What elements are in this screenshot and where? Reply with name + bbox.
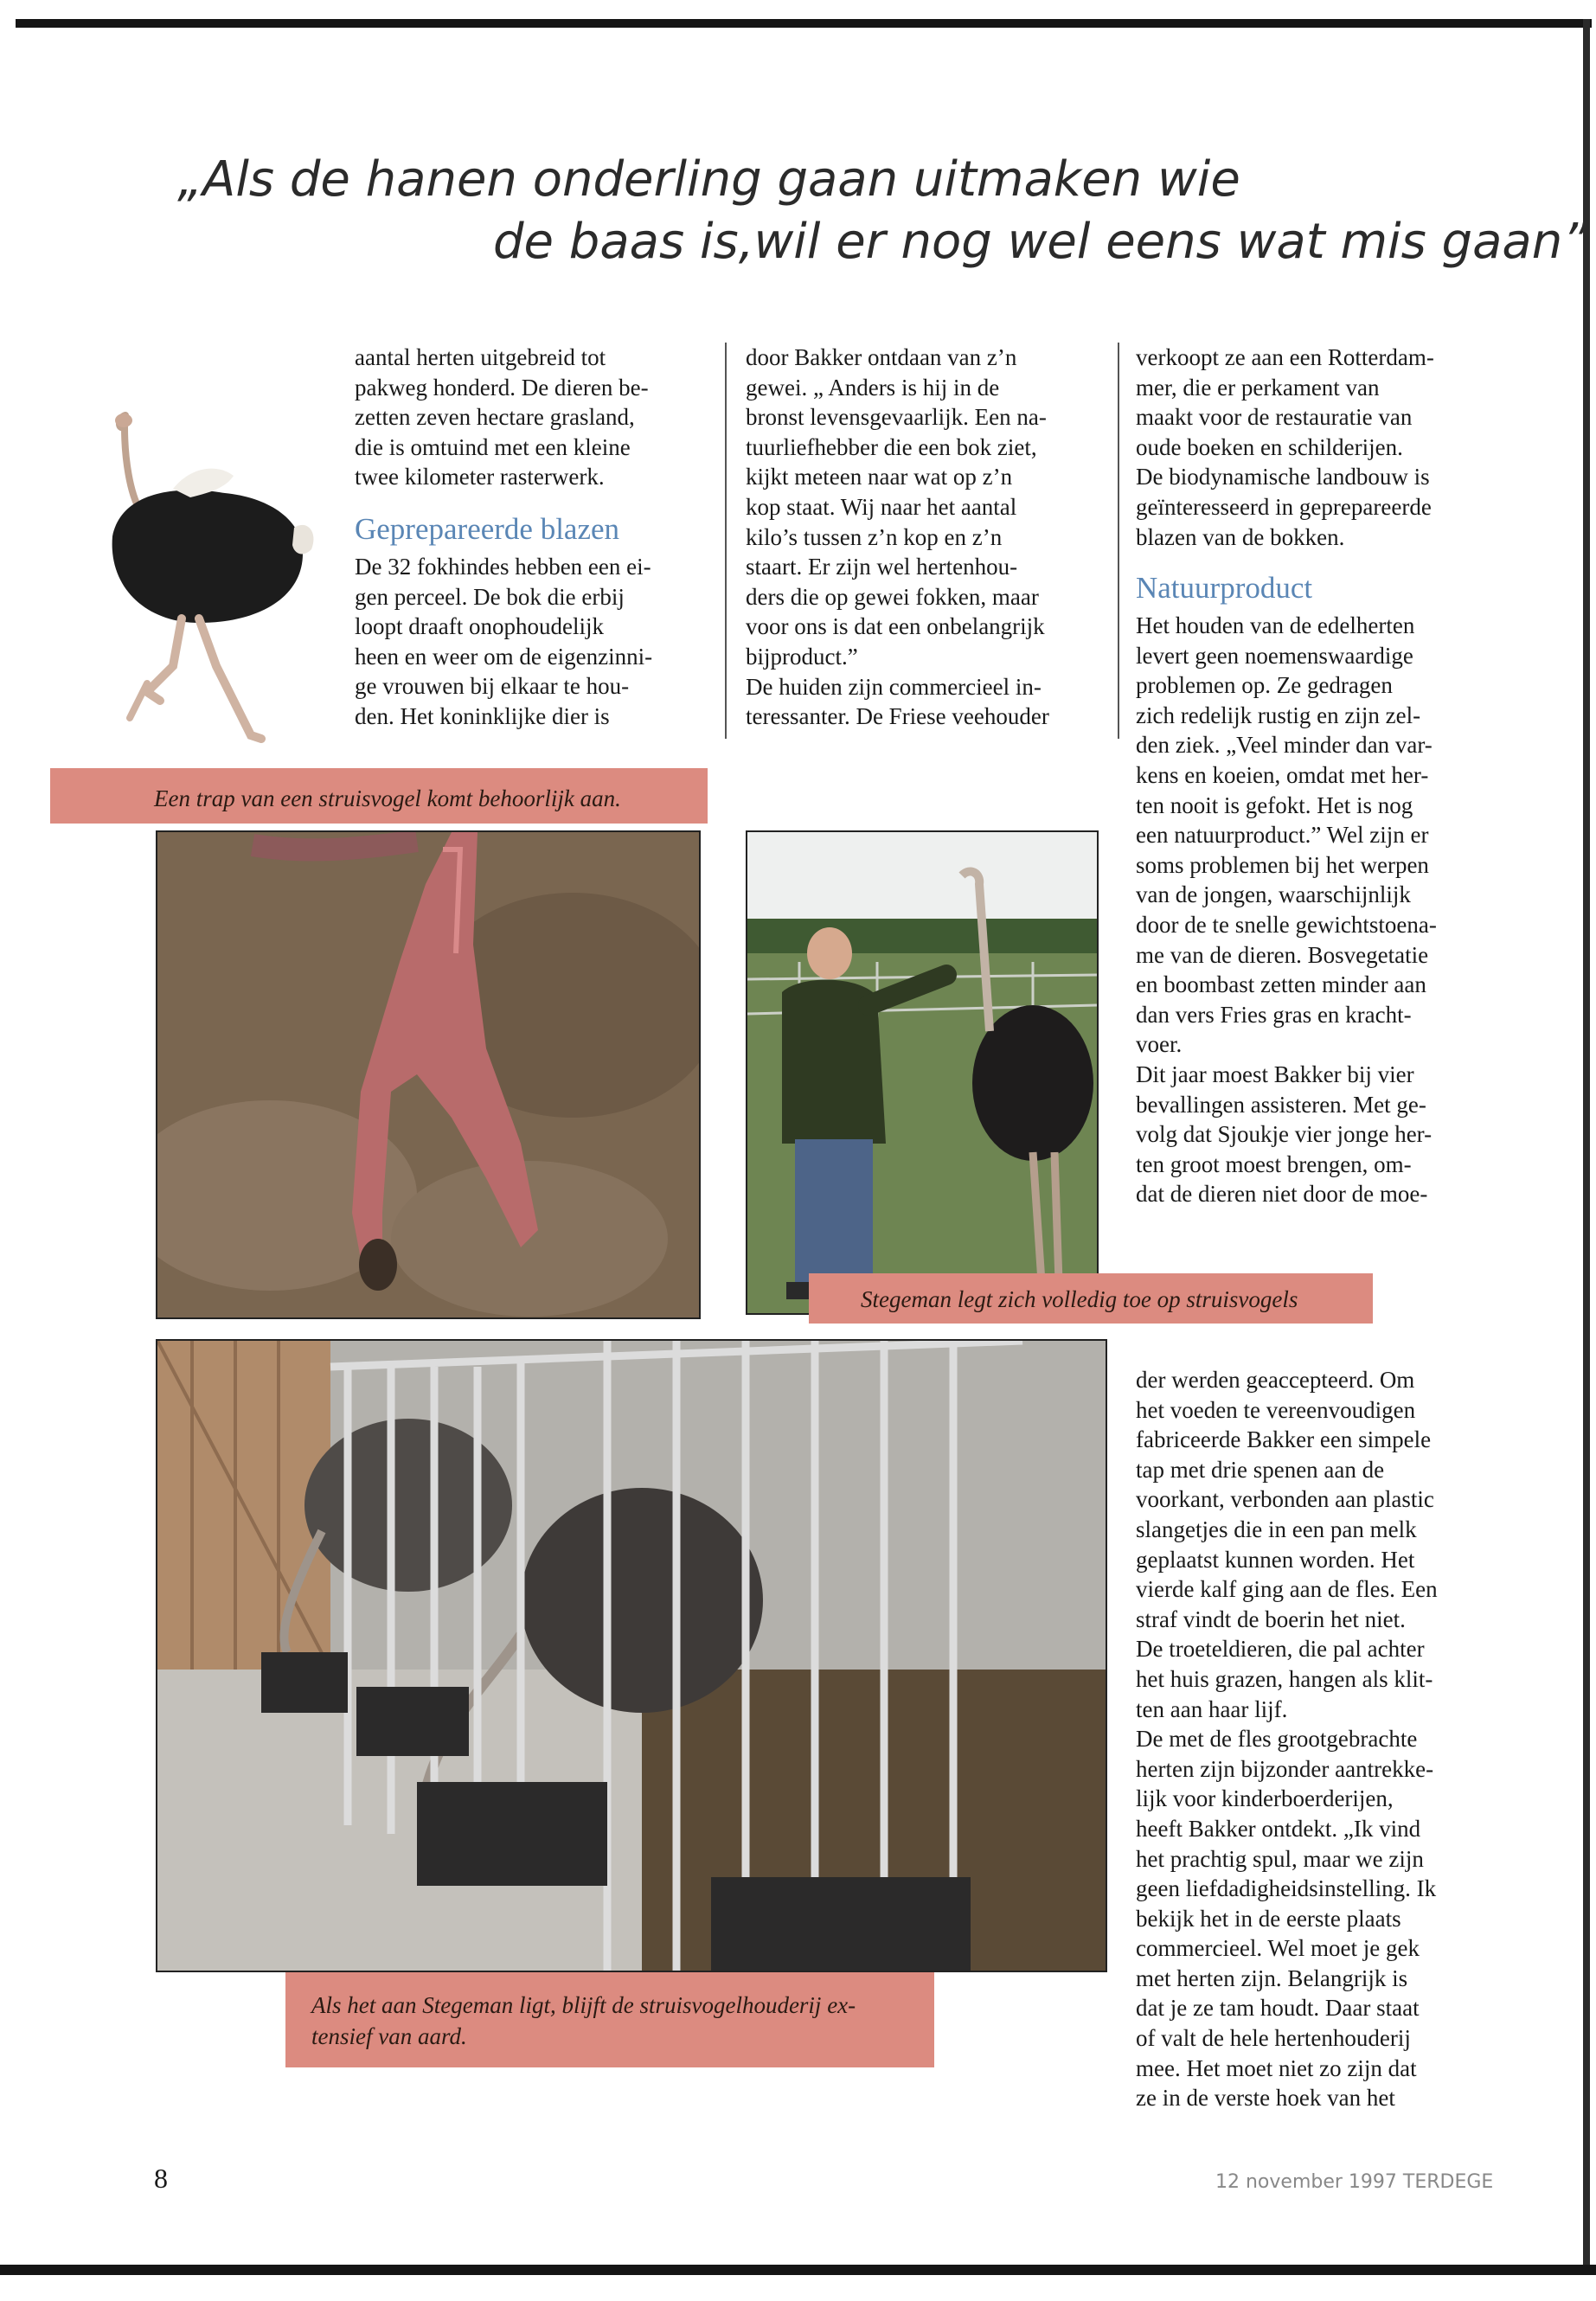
column-divider	[1118, 343, 1119, 739]
barn-image	[157, 1341, 1106, 1971]
caption-stegeman: Stegeman legt zich volledig toe op struisvogels	[809, 1273, 1373, 1324]
issue-footer: 12 november 1997 TERDEGE	[1215, 2171, 1494, 2193]
caption-barn: Als het aan Stegeman ligt, blijft de struisvogelhouderij ex- tensief van aard.	[285, 1972, 934, 2067]
column-3-text-2: Het houden van de edelherten levert geen noemenswaardige problemen op. Ze gedragen zich redelijk rustig en zijn zel- den ziek. „Veel minder dan var- kens en koeien, omdat met her- ten nooit is gefokt. Het is nog een natuurproduct.” Wel zijn er soms problemen bij het werpen van de jongen, waarschijnlijk door de te snelle gewichtstoena- me van de dieren. Bosvegetatie en boombast zetten minder aan dan vers Fries gras en kracht- voer. Dit jaar moest Bakker bij vier bevallingen assisteren. Met ge- volg dat Sjoukje vier jonge her- ten groot moest brengen, om- dat de dieren niet door de moe-	[1136, 612, 1437, 1208]
top-rule	[16, 19, 1592, 28]
headline-line-2: de baas is,wil er nog wel eens wat mis gaan”	[493, 214, 1588, 270]
stegeman-image	[747, 832, 1097, 1313]
headline-line-1: „Als de hanen onderling gaan uitmaken wie	[177, 151, 1240, 208]
ostrich-foot-image	[157, 832, 699, 1317]
bottom-rule	[0, 2265, 1596, 2275]
photo-ostrich-foot	[156, 830, 701, 1319]
column-1-text-2: De 32 fokhindes hebben een ei- gen perceel. De bok die erbij loopt draaft onophoudelijk heen en weer om de eigenzinni- ge vrouwen bij elkaar te hou- den. Het koninklijke dier is	[355, 554, 653, 729]
column-3-text: verkoopt ze aan een Rotterdam- mer, die er perkament van maakt voor de restauratie van oude boeken en schilderijen. De biodynamische landbouw is geïnteresseerd in geprepareerde blazen van de bokken.	[1136, 344, 1434, 550]
column-3-text-3: der werden geaccepteerd. Om het voeden te vereenvoudigen fabriceerde Bakker een simpele tap met drie spenen aan de voorkant, verbonden aan plastic slangetjes die in een pan melk geplaatst kunnen worden. Het vierde kalf ging aan de fles. Een straf vindt de boerin het niet. De troeteldieren, die pal achter het huis grazen, hangen als klit- ten aan haar lijf. De met de fles grootgebrachte herten zijn bijzonder aantrekke- lijk voor kinderboerderijen, heeft Bakker ontdekt. „Ik vind het prachtig spul, maar we zijn geen liefdadigheidsinstelling. Ik bekijk het in de eerste plaats commercieel. Wel moet je gek met herten zijn. Belangrijk is dat je ze tam houdt. Daar staat of valt de hele hertenhouderij mee. Het moet niet zo zijn dat ze in de verste hoek van het	[1136, 1367, 1438, 2112]
photo-ostriches-in-barn	[156, 1339, 1107, 1972]
column-1-text: aantal herten uitgebreid tot pakweg honderd. De dieren be- zetten zeven hectare grasland, die is omtuind met een kleine twee kilometer rasterwerk.	[355, 344, 649, 490]
right-edge-rule	[1583, 19, 1590, 2268]
subhead-geprepareerde-blazen: Geprepareerde blazen	[355, 512, 620, 546]
page-number: 8	[154, 2163, 168, 2194]
subhead-natuurproduct: Natuurproduct	[1136, 571, 1313, 605]
column-2-text: door Bakker ontdaan van z’n gewei. „ Anders is hij in de bronst levensgevaarlijk. Een na- tuurliefhebber die een bok ziet, kijkt meteen naar wat op z’n kop staat. Wij naar het aantal kilo’s tussen z’n kop en z’n staart. Er zijn wel hertenhou- ders die op gewei fokken, maar voor ons is dat een onbelangrijk bijproduct.” De huiden zijn commercieel in- teressanter. De Friese veehouder	[746, 344, 1049, 730]
caption-foot: Een trap van een struisvogel komt behoorlijk aan.	[50, 768, 708, 824]
ostrich-illustration	[95, 407, 329, 744]
photo-stegeman-with-ostrich	[746, 830, 1099, 1315]
column-divider	[725, 343, 727, 739]
